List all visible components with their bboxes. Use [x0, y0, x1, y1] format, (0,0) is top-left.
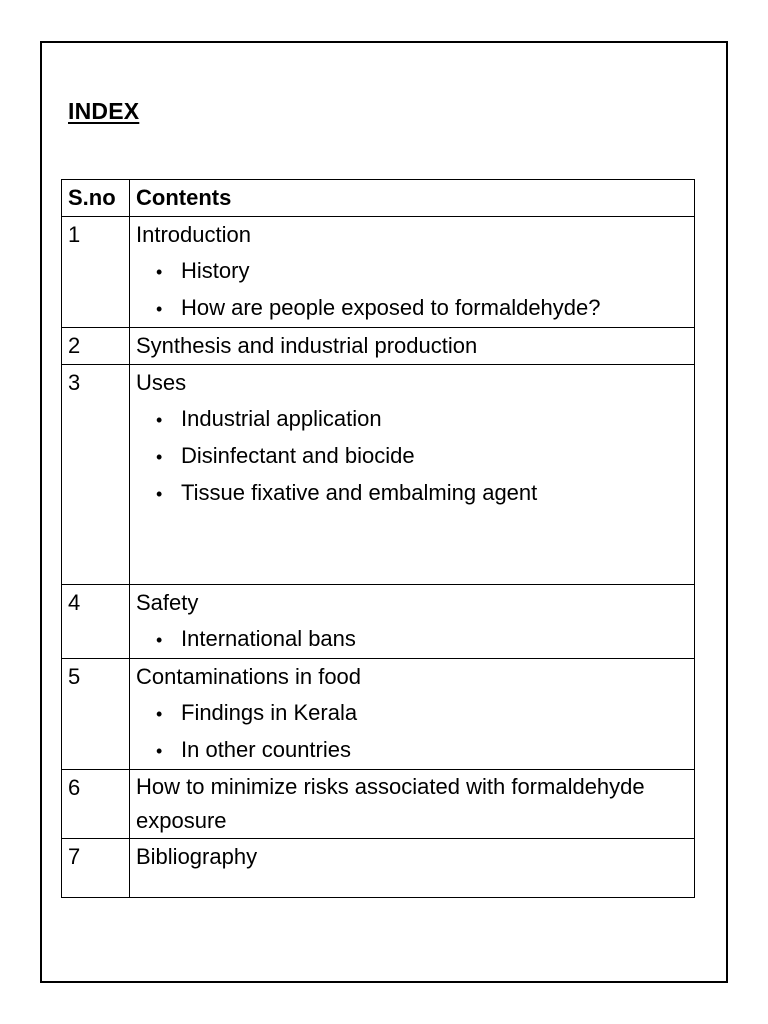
row-title: Contaminations in food: [136, 664, 362, 689]
row-contents: [130, 217, 695, 328]
sub-item: • International bans: [136, 621, 688, 658]
index-table: [61, 179, 695, 898]
row-spacer: [136, 875, 688, 897]
page-title: INDEX: [68, 98, 140, 124]
row-title: Synthesis and industrial production: [136, 333, 478, 358]
row-sno: 1: [62, 217, 130, 328]
row-title: Uses: [136, 370, 187, 395]
table-row: [62, 585, 695, 659]
header-sno: S.no: [62, 180, 130, 217]
sub-item: • Disinfectant and biocide: [136, 438, 688, 475]
row-title: How to minimize risks associated with formaldehyde exposure: [130, 770, 695, 839]
row-title: Safety: [136, 590, 199, 615]
table-row: [62, 659, 695, 770]
table-row: [62, 328, 695, 365]
sub-item: • How are people exposed to formaldehyde?: [136, 290, 688, 327]
row-sno: 4: [62, 585, 130, 659]
sub-item: • In other countries: [136, 732, 688, 769]
sub-item: • History: [136, 253, 688, 290]
sub-item: • Findings in Kerala: [136, 695, 688, 732]
row-spacer: [136, 512, 688, 584]
row-contents: [130, 585, 695, 659]
row-sno: 3: [62, 365, 130, 585]
table-row: [62, 839, 695, 898]
table-row: [62, 217, 695, 328]
row-sno: 7: [62, 839, 130, 898]
table-row: [62, 770, 695, 839]
row-sno: 6: [62, 770, 130, 839]
row-contents: [130, 365, 695, 585]
sub-item: • Tissue fixative and embalming agent: [136, 475, 688, 512]
sub-item: • Industrial application: [136, 401, 688, 438]
row-sno: 2: [62, 328, 130, 365]
row-title: Bibliography: [136, 844, 258, 869]
table-row: [62, 365, 695, 585]
row-contents: [130, 659, 695, 770]
row-contents: [130, 328, 695, 365]
table-header-row: [62, 180, 695, 217]
row-contents: [130, 839, 695, 898]
row-sno: 5: [62, 659, 130, 770]
row-title: Introduction: [136, 222, 251, 247]
header-contents: Contents: [130, 180, 695, 217]
